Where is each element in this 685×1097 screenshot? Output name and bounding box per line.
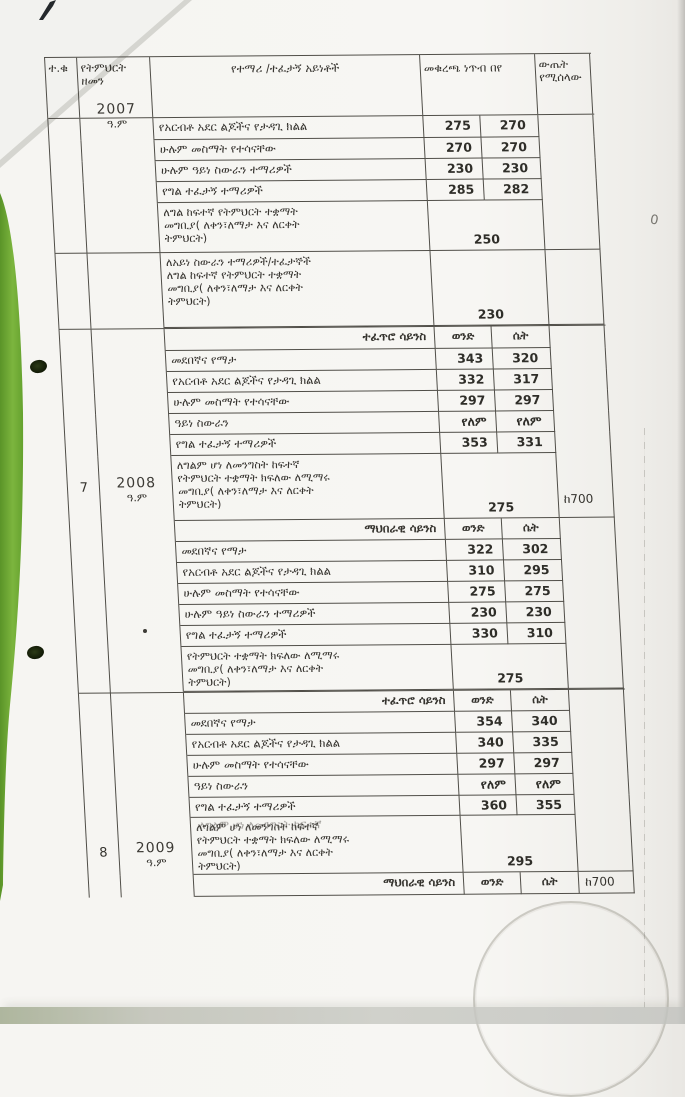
year-suffix: ዓ.ም: [126, 491, 148, 505]
table-cell-seq: [71, 543, 104, 564]
table-cell-result: [573, 773, 629, 794]
table-cell-type-label: ዓይነ ስውራን: [169, 412, 440, 435]
male-score: 270: [424, 138, 482, 159]
table-cell-type-label: የአርብቶ አደር ልጆችና የታዳጊ ክልል: [153, 116, 424, 140]
female-score: የለም: [515, 774, 574, 795]
male-score: 322: [446, 539, 504, 560]
male-score: 340: [456, 732, 514, 753]
table-cell-seq: [83, 777, 116, 798]
male-score: 285: [427, 180, 485, 201]
female-score: 230: [483, 158, 542, 179]
table-cell-year: [84, 182, 158, 204]
table-cell-seq: [89, 875, 122, 897]
table-cell-year: [114, 756, 188, 778]
table-cell-result: [555, 432, 611, 453]
column-female-header: ሴት: [511, 690, 570, 711]
table-cell-type-label: ሁሉም መስማት የተሳናቸው: [154, 138, 425, 161]
table-cell-year: [111, 693, 185, 715]
male-score: 330: [450, 623, 508, 644]
table-cell-year: [106, 605, 180, 627]
table-cell-seq: [74, 606, 107, 627]
type-label-line: ለግልም ሆነ ለመንግስት ከፍተኛ: [195, 819, 320, 834]
table-cell-result: [571, 731, 627, 752]
stream-subheader: ማህበራዊ ሳይንስ: [194, 873, 465, 897]
table-cell-result: [570, 710, 626, 731]
table-cell-type-label: ሁሉም መስማት የተሳናቸው: [187, 754, 458, 777]
female-score: 340: [512, 711, 571, 732]
table-row: [55, 250, 605, 329]
table-cell-year: [81, 140, 155, 162]
table-cell-type-label: የግል ተፈታኝ ተማሪዎች: [170, 433, 441, 456]
column-female-header: ሴት: [502, 518, 561, 539]
year-suffix: ዓ.ም: [106, 117, 128, 131]
male-score: የለም: [458, 774, 516, 795]
table-row: [76, 643, 624, 692]
type-label-line: ትምህርት): [167, 294, 211, 309]
male-score: 297: [438, 390, 496, 411]
type-label-line: ትምህርት): [188, 675, 232, 689]
pen-mark-icon: [36, 0, 64, 20]
table-cell-seq: [70, 522, 103, 543]
header-year: የትምህርት ዘመን: [77, 57, 153, 118]
table-cell-result: [538, 115, 594, 137]
table-section: [59, 325, 624, 693]
table-cell-seq: [79, 693, 112, 714]
table-cell-result: [565, 622, 621, 643]
year-value: 2009: [135, 839, 176, 857]
type-label-line: ለግል ከፍተኛ የትምህርት ተቋማት: [166, 267, 302, 283]
table-cell-seq: [52, 183, 85, 204]
type-label-line: ትምህርት): [197, 859, 241, 873]
female-score: 331: [497, 432, 556, 453]
table-row: [89, 871, 636, 897]
female-score: 297: [495, 390, 554, 411]
table-cell-type-label: ሁሉም ዓይነ ስውራን ተማሪዎች: [179, 603, 450, 626]
table-cell-seq: [80, 714, 113, 735]
type-label-line: የትምህርት ተቋማት ክፍለው ለሚማሩ: [177, 470, 330, 485]
sequence-number: 7: [79, 480, 89, 496]
table-cell-type-label: የግል ተፈታኝ ተማሪዎች: [180, 624, 451, 647]
female-score: የለም: [496, 411, 555, 432]
table-cell-result: [566, 643, 623, 688]
type-label-line: መግቢያ( ለቀን፣ለማታ እና ለርቀት: [163, 218, 300, 233]
female-score: 270: [481, 137, 540, 158]
round-stamp-outline: [473, 901, 669, 1097]
table-cell-seq: [49, 141, 82, 162]
table-cell-type-label: [171, 454, 444, 521]
table-cell-seq: [53, 204, 88, 254]
header-seq: ተ.ቁ: [45, 58, 80, 118]
type-label-line: ለአይነ ስውራን ተማሪዎች/ተፈታኞች: [165, 254, 312, 270]
table-cell-type-label: የአርብቶ አደር ልጆችና የታዳጊ ክልል: [177, 561, 448, 584]
table-cell-result: [545, 250, 604, 325]
table-cell-type-label: መደበኛና የማታ: [176, 540, 447, 563]
table-cell-result: [569, 689, 625, 710]
table-cell-year: [105, 584, 179, 606]
table-cell-type-label: ሁሉም መስማት የተሳናቸው: [168, 391, 439, 414]
table-cell-type-label: [181, 645, 453, 692]
year-label: [79, 101, 154, 131]
table-cell-year: [112, 714, 186, 736]
year-value: 2007: [96, 101, 137, 118]
table-cell-year: [121, 875, 195, 898]
male-score: 354: [455, 711, 513, 732]
table-cell-seq: [73, 585, 106, 606]
table-cell-seq: [61, 352, 94, 373]
table-cell-result: [556, 453, 614, 518]
type-label-line: መግቢያ( ለቀን፣ለማታ እና ለርቀት: [197, 845, 334, 860]
female-score: 230: [506, 602, 565, 623]
table-cell-type-label: የአርብቶ አደር ልጆችና የታዳጊ ክልል: [167, 370, 438, 393]
cutoff-points-table: [44, 53, 636, 898]
table-cell-year: [92, 329, 166, 352]
stream-subheader: ተፈጥሮ ሳይንስ: [184, 691, 455, 714]
table-cell-merged-score: [430, 250, 549, 326]
female-score: 335: [513, 732, 572, 753]
table-cell-merged-score: [441, 453, 559, 519]
male-score: 310: [447, 560, 505, 581]
header-result: ውጤት የሚሰላው: [535, 54, 593, 114]
type-label-line: ትምህርት): [178, 497, 222, 511]
male-score: 275: [423, 116, 481, 138]
table-cell-type-label: ዓይነ ስውራን: [188, 775, 459, 798]
table-cell-year: [94, 372, 168, 394]
table-cell-type-label: ሁሉም ዓይነ ስውራን ተማሪዎች: [156, 159, 427, 182]
table-cell-type-label: የግል ተፈታኝ ተማሪዎች: [190, 796, 461, 818]
table-cell-result: [564, 601, 620, 622]
green-backing-strip: [0, 185, 30, 905]
type-label-line: መግቢያ( ለቀን፣ለማታ እና ለርቀት: [187, 661, 324, 676]
page-right-edge-shadow: [677, 0, 685, 1024]
table-row: [53, 200, 602, 254]
year-suffix: ዓ.ም: [145, 856, 167, 870]
type-label-line: የትምህርት ተቋማት ክፍለው ለሚማሩ: [186, 648, 340, 663]
table-cell-seq: [76, 648, 110, 693]
result-note: ከ700: [579, 871, 635, 893]
table-cell-type-label: መደበኛና የማታ: [185, 712, 456, 735]
table-cell-year: [104, 563, 178, 585]
table-cell-result: [572, 752, 628, 773]
table-cell-year: [117, 798, 191, 819]
hole-punch-icon: [26, 645, 45, 660]
table-cell-seq: [55, 254, 91, 329]
header-examinee-type: የተማሪ /ተፈታኝ አይነቶች: [150, 55, 423, 117]
year-label: [99, 475, 174, 505]
header-cutoff-score: መቁረጫ ነጥብ በየ: [420, 54, 538, 115]
female-score: 297: [514, 753, 573, 774]
table-body: [48, 115, 635, 898]
table-cell-year: [107, 626, 181, 648]
table-cell-type-label: የአርብቶ አደር ልጆችና የታዳጊ ክልል: [186, 733, 457, 756]
female-score: 320: [493, 348, 552, 369]
male-score: 332: [437, 369, 495, 390]
table-cell-seq: [85, 798, 118, 818]
table-cell-type-label: የግል ተፈታኝ ተማሪዎች: [157, 180, 428, 203]
table-cell-result: [560, 518, 616, 539]
male-score: 275: [448, 581, 506, 602]
table-cell-year: [103, 542, 177, 564]
female-score: 270: [480, 115, 539, 137]
table-cell-year: [85, 203, 161, 254]
column-male-header: ወንድ: [435, 326, 493, 348]
scanner-bottom-edge: [0, 1007, 685, 1024]
type-label-line: መግቢያ( ለቀን፣ለማታ እና ለርቀት: [177, 483, 314, 498]
table-cell-result: [561, 539, 617, 560]
table-cell-type-label: ሁሉም መስማት የተሳናቸው: [178, 582, 449, 605]
female-score: 295: [504, 560, 563, 581]
table-cell-result: [563, 581, 619, 602]
female-score: 310: [507, 623, 566, 644]
table-cell-year: [115, 777, 189, 799]
table-cell-year: [97, 435, 171, 457]
table-cell-seq: [48, 119, 81, 141]
column-male-header: ወንድ: [445, 518, 503, 539]
table-cell-year: [108, 647, 183, 693]
table-cell-result: [553, 390, 609, 411]
table-cell-result: [575, 794, 631, 814]
female-score: 302: [503, 539, 562, 560]
male-score: 360: [460, 795, 518, 815]
table-cell-seq: [51, 162, 84, 183]
table-cell-seq: [72, 564, 105, 585]
male-score: 343: [436, 348, 494, 369]
table-cell-year: [113, 735, 187, 757]
hole-punch-icon: [29, 359, 48, 374]
table-cell-seq: [82, 756, 115, 777]
stream-subheader: ማህበራዊ ሳይንስ: [175, 519, 446, 542]
female-score: 355: [517, 795, 576, 815]
female-score: 317: [494, 369, 553, 390]
type-label-line: መግቢያ( ለቀን፣ለማታ እና ለርቀት: [167, 280, 304, 296]
handwritten-zero: 0: [648, 212, 660, 229]
type-label-line: ለግልም ሆነ ለመንግስት ከፍተኛ: [176, 458, 300, 472]
table-cell-result: [541, 158, 597, 179]
table-cell-merged-score: [461, 815, 579, 873]
column-male-header: ወንድ: [454, 690, 512, 711]
paper-crease: [644, 428, 645, 1008]
table-cell-seq: [65, 436, 98, 457]
year-label: [119, 840, 194, 870]
table-cell-result: [554, 411, 610, 432]
score-value: 295: [506, 852, 534, 869]
table-cell-type-label: [158, 201, 431, 253]
column-female-header: ሴት: [521, 872, 580, 894]
column-male-header: ወንድ: [464, 872, 522, 894]
result-note: ከ700: [563, 491, 594, 507]
table-cell-seq: [81, 735, 114, 756]
table-cell-year: [95, 393, 169, 415]
score-value: 250: [473, 231, 501, 247]
score-value: 230: [477, 306, 505, 322]
table-cell-result: [562, 560, 618, 581]
table-cell-merged-score: [428, 200, 546, 251]
table-cell-year: [87, 253, 164, 329]
table-cell-result: [550, 326, 606, 348]
female-score: 282: [484, 179, 543, 200]
table-cell-type-label: [160, 251, 434, 328]
table-cell-year: [93, 351, 167, 373]
table-section: [48, 115, 605, 329]
table-cell-merged-score: [451, 644, 568, 690]
sequence-number: 8: [98, 845, 108, 861]
table-cell-seq: [62, 373, 95, 394]
table-cell-seq: [64, 415, 97, 436]
male-score: 230: [449, 602, 507, 623]
male-score: 353: [440, 432, 498, 453]
stream-subheader: ተፈጥሮ ሳይንስ: [165, 327, 436, 351]
table-cell-type-label: መደበኛና የማታ: [166, 349, 437, 372]
table-cell-result: [552, 369, 608, 390]
score-value: 275: [496, 669, 524, 686]
type-label-line: ለግል ከፍተኛ የትምህርት ተቋማት: [162, 205, 299, 220]
table-cell-seq: [63, 394, 96, 415]
table-cell-result: [539, 137, 595, 158]
table-cell-seq: [60, 330, 93, 352]
male-score: የለም: [439, 411, 497, 432]
male-score: 230: [426, 159, 484, 180]
column-female-header: ሴት: [492, 326, 551, 348]
table-cell-seq: [75, 627, 108, 648]
female-score: 275: [505, 581, 564, 602]
table-cell-result: [551, 348, 607, 369]
table-cell-year: [102, 521, 176, 543]
year-value: 2008: [115, 475, 157, 492]
table-cell-year: [83, 161, 157, 183]
type-label-line: ትምህርት): [164, 231, 208, 246]
table-cell-year: [96, 414, 170, 436]
score-value: 275: [487, 498, 515, 515]
table-cell-result: [543, 200, 601, 250]
type-label-line: የትምህርት ተቋማት ክፍለው ለሚማሩ: [196, 832, 350, 847]
table-cell-result: [542, 179, 598, 200]
male-score: 297: [457, 753, 515, 774]
table-cell-type-label: [191, 816, 464, 875]
table-cell-result: [576, 814, 634, 871]
